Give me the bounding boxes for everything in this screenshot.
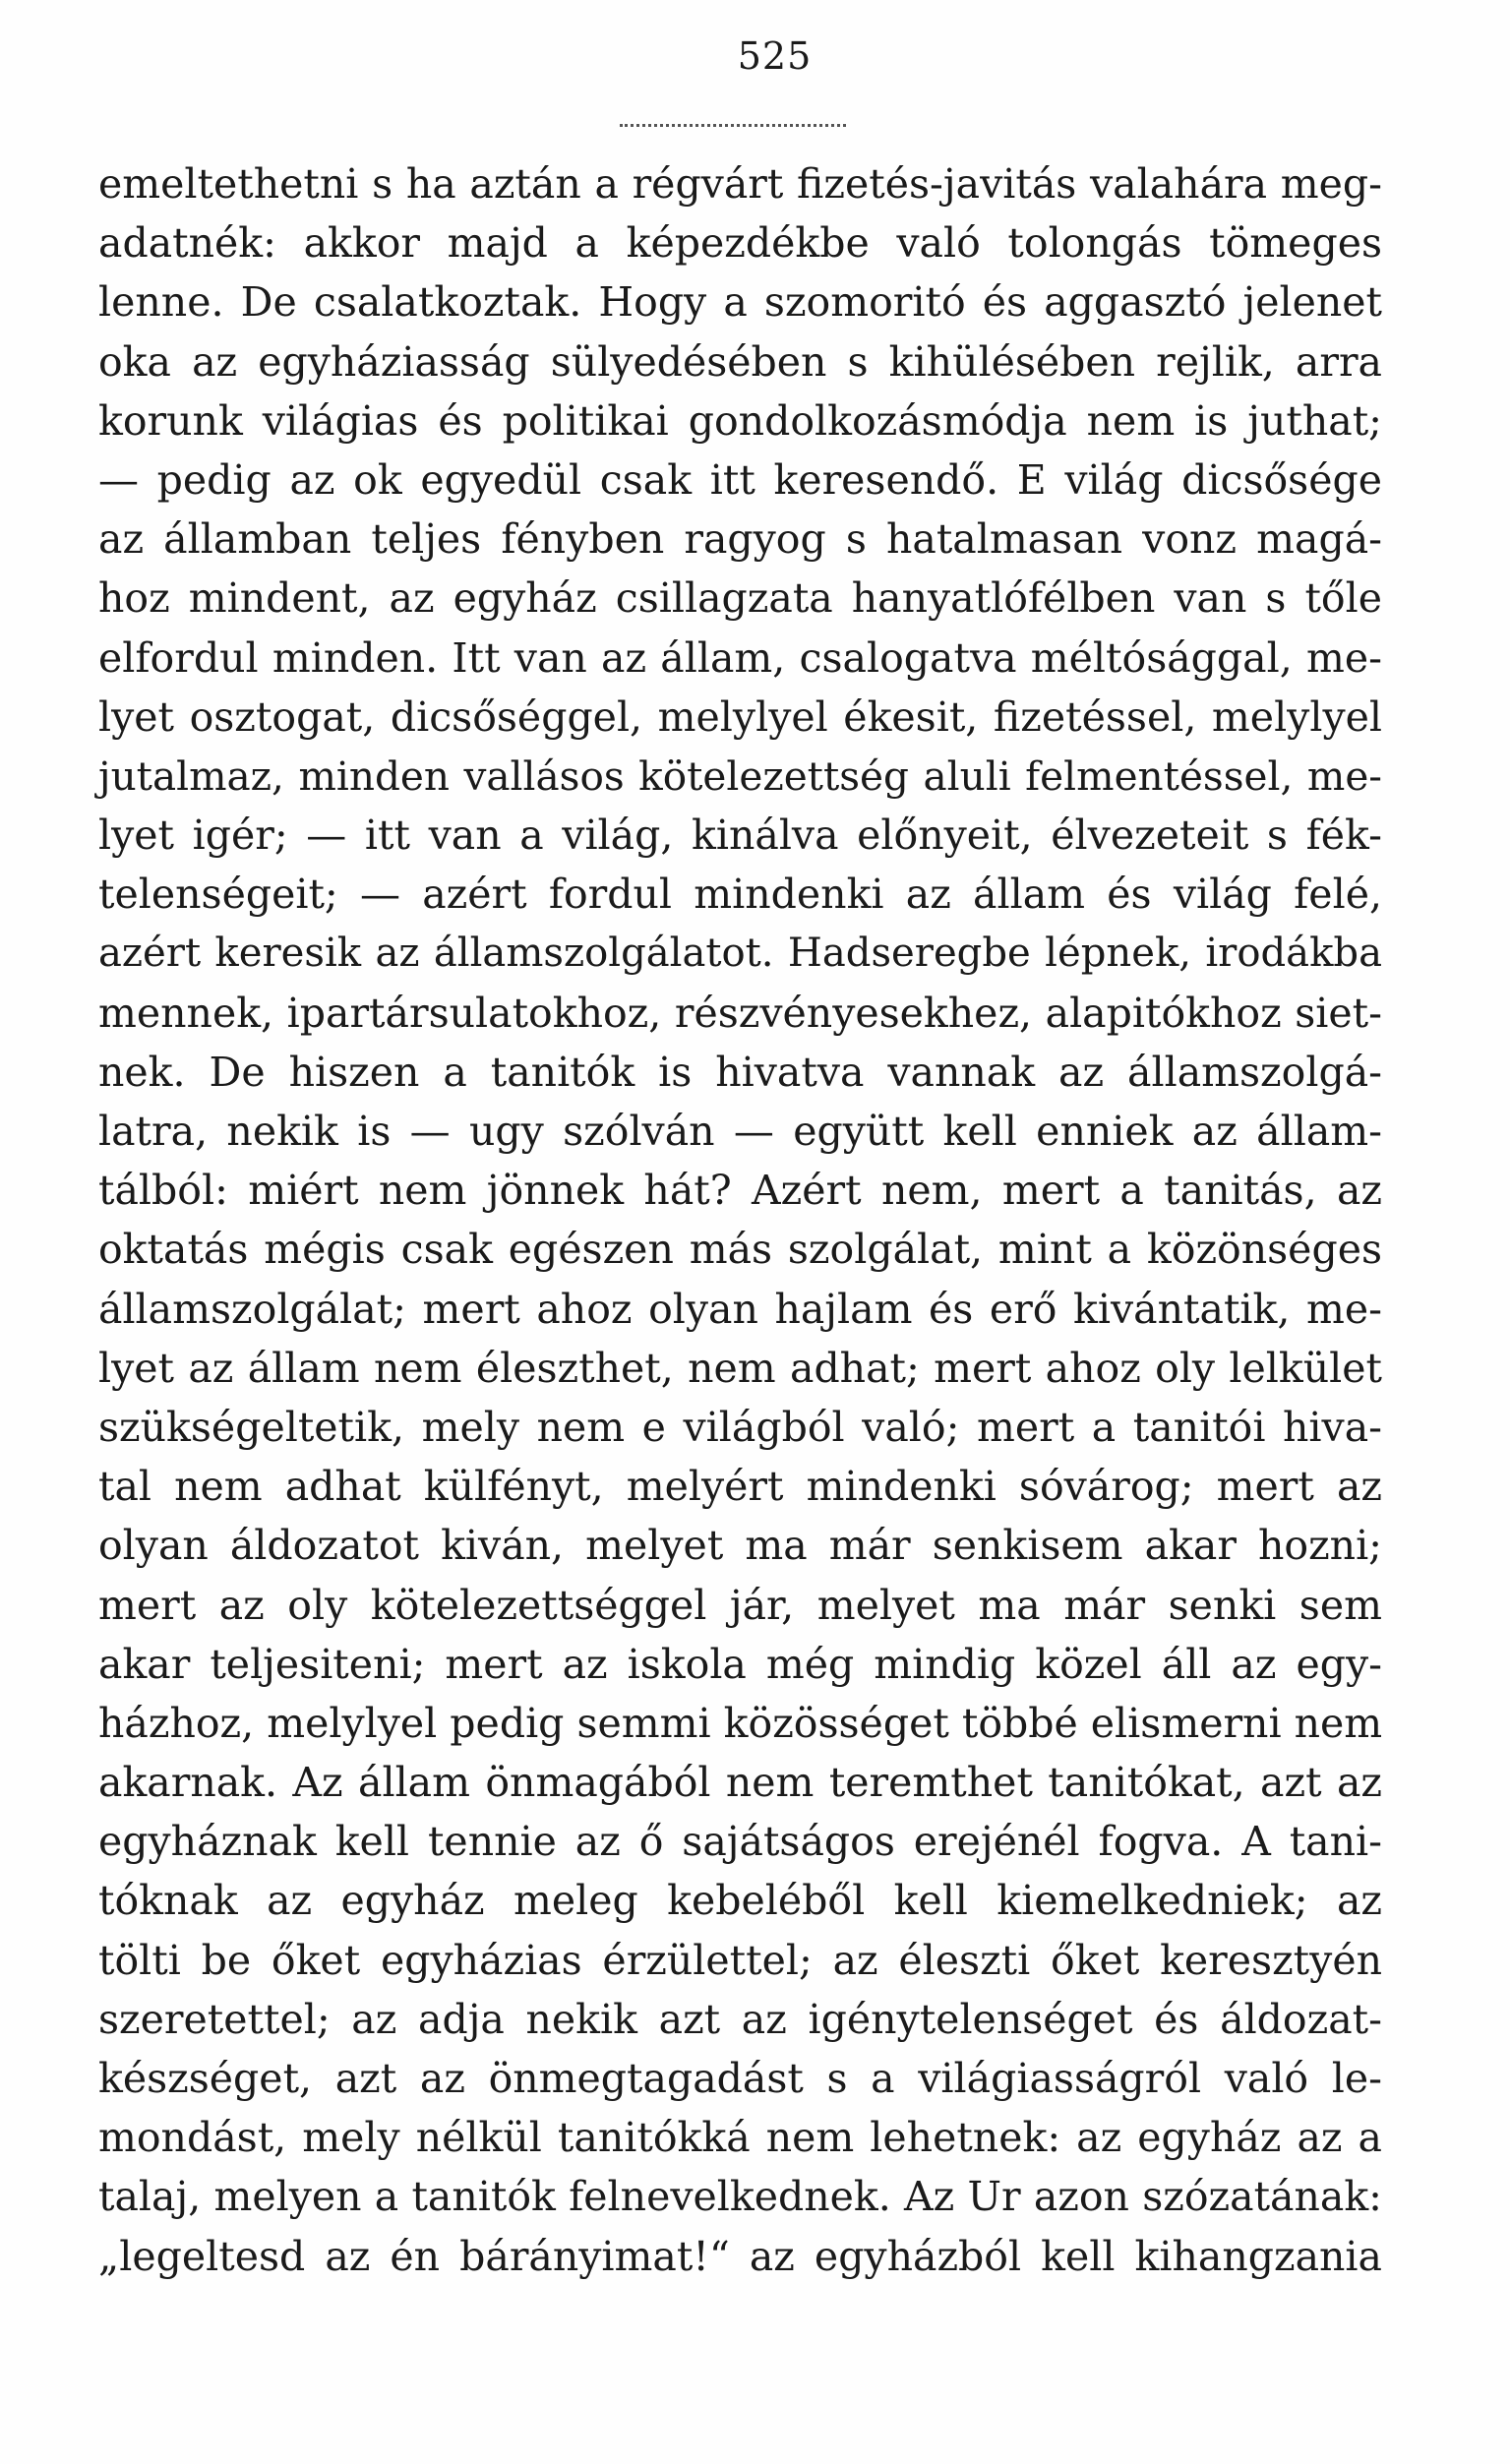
text-line: latra, nekik is — ugy szólván — együtt kell enniek az állam- bbox=[98, 1108, 1382, 1155]
text-line: telenségeit; — azért fordul mindenki az állam és világ felé, bbox=[98, 871, 1382, 919]
page-header bbox=[0, 34, 1510, 78]
text-line: hoz mindent, az egyház csillagzata hanyatlófélben van s tőle bbox=[98, 574, 1382, 623]
text-line: azért keresik az államszolgálatot. Hadseregbe lépnek, irodákba bbox=[98, 931, 1382, 977]
text-line: szükségeltetik, mely nem e világból való; mert a tanitói hiva- bbox=[98, 1403, 1382, 1451]
text-line: elfordul minden. Itt van az állam, csalogatva méltósággal, me- bbox=[98, 633, 1382, 682]
text-line: „legeltesd az én bárányimat!“ az egyházból kell kihangzania bbox=[98, 2232, 1382, 2280]
text-line: államszolgálat; mert ahoz olyan hajlam és erő kivántatik, me- bbox=[98, 1285, 1382, 1333]
text-line: mennek, ipartársulatokhoz, részvényesekhez, alapitókhoz siet- bbox=[98, 989, 1382, 1037]
text-line: lyet igér; — itt van a világ, kinálva előnyeit, élvezeteit s fék- bbox=[98, 811, 1382, 860]
text-line: lenne. De csalatkoztak. Hogy a szomoritó és aggasztó jelenet bbox=[98, 278, 1382, 327]
text-line: tóknak az egyház meleg kebeléből kell kiemelkedniek; az bbox=[98, 1877, 1382, 1925]
text-line: — pedig az ok egyedül csak itt keresendő. E világ dicsősége bbox=[98, 455, 1382, 504]
text-line: készséget, azt az önmegtagadást s a világiasságról való le- bbox=[98, 2055, 1382, 2102]
body-text bbox=[98, 154, 1382, 2286]
text-line: mert az oly kötelezettséggel jár, melyet ma már senki sem bbox=[98, 1581, 1382, 1629]
header-ornament-rule bbox=[620, 118, 846, 127]
text-line: lyet az állam nem éleszthet, nem adhat; mert ahoz oly lelkület bbox=[98, 1344, 1382, 1392]
text-line: nek. De hiszen a tanitók is hivatva vannak az államszolgá- bbox=[98, 1048, 1382, 1096]
text-line: jutalmaz, minden vallásos kötelezettség aluli felmentéssel, me- bbox=[98, 751, 1382, 800]
text-line: szeretettel; az adja nekik azt az igénytelenséget és áldozat- bbox=[98, 1995, 1382, 2043]
text-line: adatnék: akkor majd a képezdékbe való tolongás tömeges bbox=[98, 219, 1382, 268]
text-line: korunk világias és politikai gondolkozásmódja nem is juthat; bbox=[98, 396, 1382, 445]
text-line: tálból: miért nem jönnek hát? Azért nem, mert a tanitás, az bbox=[98, 1167, 1382, 1215]
text-line: akar teljesiteni; mert az iskola még mindig közel áll az egy- bbox=[98, 1640, 1382, 1688]
text-line: oka az egyháziasság sülyedésében s kihülésében rejlik, arra bbox=[98, 337, 1382, 386]
text-line: tal nem adhat külfényt, melyért mindenki sóvárog; mert az bbox=[98, 1463, 1382, 1511]
text-line: akarnak. Az állam önmagából nem teremthet tanitókat, azt az bbox=[98, 1759, 1382, 1807]
text-line: oktatás mégis csak egészen más szolgálat, mint a közönséges bbox=[98, 1226, 1382, 1274]
page-number: 525 bbox=[737, 34, 813, 78]
text-line: olyan áldozatot kiván, melyet ma már senkisem akar hozni; bbox=[98, 1522, 1382, 1570]
text-line: tölti be őket egyházias érzülettel; az éleszti őket keresztyén bbox=[98, 1936, 1382, 1984]
text-line: az államban teljes fényben ragyog s hatalmasan vonz magá- bbox=[98, 515, 1382, 564]
text-line: egyháznak kell tennie az ő sajátságos erejénél fogva. A tani- bbox=[98, 1818, 1382, 1866]
text-line: mondást, mely nélkül tanitókká nem lehetnek: az egyház az a bbox=[98, 2114, 1382, 2162]
text-line: lyet osztogat, dicsőséggel, melylyel ékesit, fizetéssel, melylyel bbox=[98, 692, 1382, 741]
text-line: talaj, melyen a tanitók felnevelkednek. Az Ur azon szózatának: bbox=[98, 2173, 1382, 2221]
text-line: emeltethetni s ha aztán a régvárt fizetés-javitás valahára meg- bbox=[98, 160, 1382, 208]
text-line: házhoz, melylyel pedig semmi közösséget többé elismerni nem bbox=[98, 1699, 1383, 1747]
